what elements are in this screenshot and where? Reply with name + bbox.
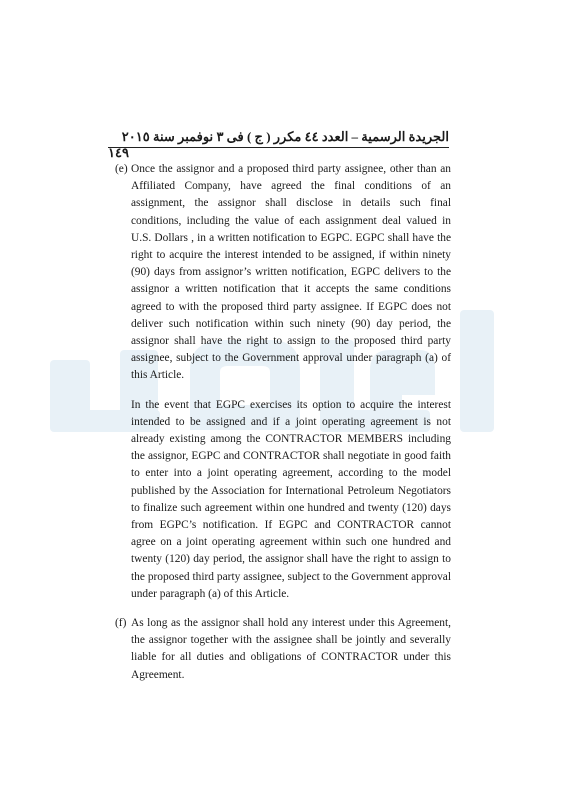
page-number: ١٤٩ xyxy=(108,145,129,160)
header-rule xyxy=(108,147,449,148)
paragraph: Once the assignor and a proposed third party assignee, other than an Affiliated Company, have agreed the final conditions of an assignment, the assignor shall disclose in details such final conditions, including the value of each assignment deal valued in U.S. Dollars , in a written notification to EGPC. EGPC shall have the right to acquire the interest intended to be assigned, if within ninety (90) days from assignor’s written notification, EGPC delivers to the assignor a written notification that it accepts the same conditions agreed to with the proposed third party assignee. If EGPC does not deliver such notification within such ninety (90) day period, the assignor shall have the right to assign to the proposed third party assignee, subject to the Government approval under paragraph (a) of this Article. xyxy=(131,163,451,382)
gazette-title: الجريدة الرسمية – العدد ٤٤ مكرر ( ج ) فى ٣ نوفمبر سنة ٢٠١٥ xyxy=(121,129,449,144)
document-body xyxy=(115,161,451,696)
clause-e xyxy=(115,161,451,603)
paragraph: As long as the assignor shall hold any interest under this Agreement, the assignor together with the assignee shall be jointly and severally liable for all duties and obligations of CONTRACTOR under this Agreement. xyxy=(131,617,451,681)
clause-marker: (e) xyxy=(115,163,128,175)
clause-f xyxy=(115,615,451,684)
paragraph: In the event that EGPC exercises its option to acquire the interest intended to be assigned and if a joint operating agreement is not already existing among the CONTRACTOR MEMBERS including the assignor, EGPC and CONTRACTOR shall negotiate in good faith to enter into a joint operating agreement, according to the model published by the Association for International Petroleum Negotiators to finalize such agreement within one hundred and twenty (120) days from EGPC’s notification. If EGPC and CONTRACTOR cannot agree on a joint operating agreement within such one hundred and twenty (120) day period, the assignor shall have the right to assign to the proposed third party assignee, subject to the Government approval under paragraph (a) of this Article. xyxy=(131,398,451,600)
gazette-header xyxy=(108,129,449,160)
clause-marker: (f) xyxy=(115,617,127,630)
